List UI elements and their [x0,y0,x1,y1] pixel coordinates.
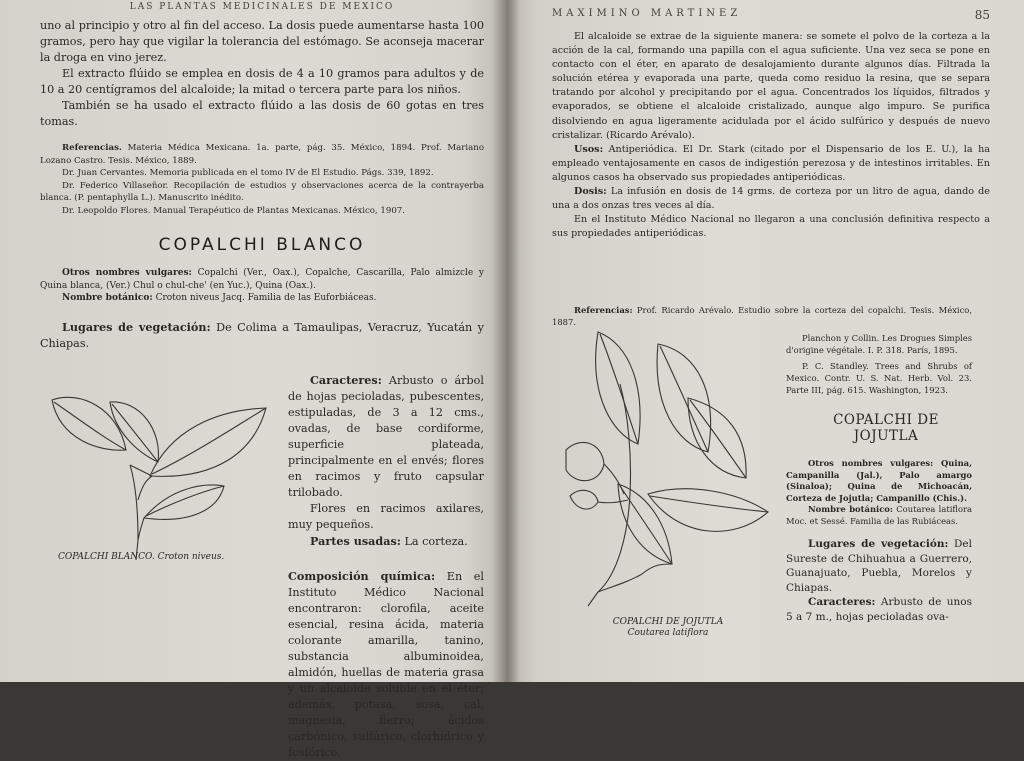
characters-column-left [288,372,484,550]
intro-paragraph-3: También se ha usado el extracto flúido a las dosis de 60 gotas en tres tomas. [40,99,484,128]
stem [130,465,138,540]
page-number: 85 [974,8,990,22]
figure-caption-right: COPALCHI DE JOJUTLA Coutarea latiflora [612,617,724,638]
uses-paragraph: Usos: Antiperiódica. El Dr. Stark (citado por el Dispensario de los E. U.), la ha empleado ventajosamente en casos de indigestión perezosa y de intestinos irritables. En algunos casos ha observado sus propiedades antiperiódicas. [552,143,990,183]
intro-paragraph-1: uno al principio y otro al fin del acceso. La dosis puede aumentarse hasta 100 gramos, pero hay que vigilar la tolerancia del estómago. Se aconseja macerar la droga en vino jerez. [40,19,484,64]
synonyms-right: Otros nombres vulgares: Quina, Campanilla (Jal.), Palo amargo (Sinaloa); Quina de Michoacán, Corteza de Jojutla; Campanillo (Chis.). [786,458,972,503]
croton-niveus-illustration [40,390,268,570]
intro-text [40,18,484,130]
coutarea-latiflora-illustration [558,324,782,614]
book-gutter [492,0,520,682]
botanical-name-left: Nombre botánico: Croton niveus Jacq. Familia de las Euforbiáceas. [62,293,377,303]
vegetation-right: Lugares de vegetación: Del Sureste de Chihuahua a Guerrero, Guanajuato, Puebla, Morelos y Chiapas. [786,538,972,594]
reference-planchon: Planchon y Collin. Les Drogues Simples d'origine végétale. I. P. 318. París, 1895. [786,333,972,355]
extraction-paragraph: El alcaloide se extrae de la siguiente manera: se somete el polvo de la corteza a la acción de la cal, formando una papilla con el agua suficiente. Una vez seca se pone en contacto con el éter, en aparato de desalojamiento durante algunos días. Filtrada la solución etérea y evaporada una parte, queda como residuo la resina, que se separa tratando por alcohol y precipitando por el agua. Concentrados los líquidos, filtrados y evaporados, se obtiene el alcaloide cristalizado, aunque algo impuro. Se purifica disolviendo en agua ligeramente acidulada por el ácido sulfúrico y después de nuevo cristalizar. (Ricardo Arévalo). [552,31,990,141]
characters-left: Caracteres: Arbusto o árbol de hojas pecioladas, pubescentes, estipuladas, de 3 a 12 cms., ovadas, de base cordiforme, superficie plateada, principalmente en el envés; flores en racimos y fruto capsular trilobado. [288,373,484,499]
references-right-column [786,332,972,396]
reference-1: Referencias. Materia Médica Mexicana. 1a. parte, pág. 35. México, 1894. Prof. Mariano Lozano Castro. Tesis. México, 1889. [40,143,484,166]
references-left [40,142,484,217]
reference-standley: P. C. Standley. Trees and Shrubs of Mexico. Contr. U. S. Nat. Herb. Vol. 23. Parte III, pág. 615. Washington, 1923. [786,361,972,395]
dose-paragraph: Dosis: La infusión en dosis de 14 grms. de corteza por un litro de agua, dando de una a dos onzas tres veces al día. [552,186,990,212]
leaf-1 [52,397,126,450]
jojutla-column [786,458,972,624]
reference-2: Dr. Juan Cervantes. Memoria publicada en el tomo IV de El Estudio. Págs. 339, 1892. [62,168,434,178]
characters-right: Caracteres: Arbusto de unos 5 a 7 m., hojas pecioladas ova- [786,596,972,623]
leaf-4 [144,485,224,519]
fruit-capsule [566,442,604,480]
section-title-copalchi-blanco: COPALCHI BLANCO [158,235,366,255]
figure-caption-left: COPALCHI BLANCO. Croton niveus. [58,552,225,562]
section-title-copalchi-de-jojutla: COPALCHI DE JOJUTLA [833,412,939,444]
flowers-left: Flores en racimos axilares, muy pequeños. [288,502,484,531]
leaf-1 [596,332,640,444]
reference-3: Dr. Federico Villaseñor. Recopilación de estudios y observaciones acerca de la contrayerba blanca. (P. pentaphylla L.). Manuscrito inédito. [40,180,484,203]
running-header-right [552,8,990,22]
synonyms-left: Otros nombres vulgares: Copalchi (Ver., Oax.), Copalche, Cascarilla, Palo almizcle y Quina blanca, (Ver.) Chul o chul-che' (en Yuc.), Quina (Oax.). [40,268,484,291]
right-text [552,30,990,241]
references-right: Referencias: Prof. Ricardo Arévalo. Estudio sobre la corteza del copalchi. Tesis. México, 1887. [552,305,972,327]
botanical-name-right: Nombre botánico: Coutarea latiflora Moc. et Sessé. Familia de las Rubiáceas. [786,504,972,526]
fruit-capsule-2 [570,490,598,509]
institute-paragraph: En el Instituto Médico Nacional no llegaron a una conclusión definitiva respecto a sus propiedades antiperiódicas. [552,214,990,240]
running-header-left: LAS PLANTAS MEDICINALES DE MEXICO [129,2,395,12]
reference-4: Dr. Leopoldo Flores. Manual Terapéutico de Plantas Mexicanas. México, 1907. [62,205,405,216]
stem [598,384,631,592]
vegetation-left: Lugares de vegetación: De Colima a Tamaulipas, Veracruz, Yucatán y Chiapas. [40,319,484,350]
parts-used-left: Partes usadas: La corteza. [310,534,468,548]
intro-paragraph-2: El extracto flúido se emplea en dosis de 4 a 10 gramos para adultos y de 10 a 20 centígramos del alcaloide; la mitad o tercera parte para los niños. [40,67,484,96]
composition-left: Composición química: En el Instituto Médico Nacional encontraron: clorofila, aceite esencial, resina ácida, materia colorante amarilla, tanino, substancia albuminoidea, almidón, huellas de materia grasa y un alcaloide soluble en el éter; además, potasa, sosa, cal, magnesia, fierro; ácidos carbónico, sulfúrico, clorhídrico y fosfórico. [288,569,484,759]
author-header: MAXIMINO MARTINEZ [552,8,742,19]
